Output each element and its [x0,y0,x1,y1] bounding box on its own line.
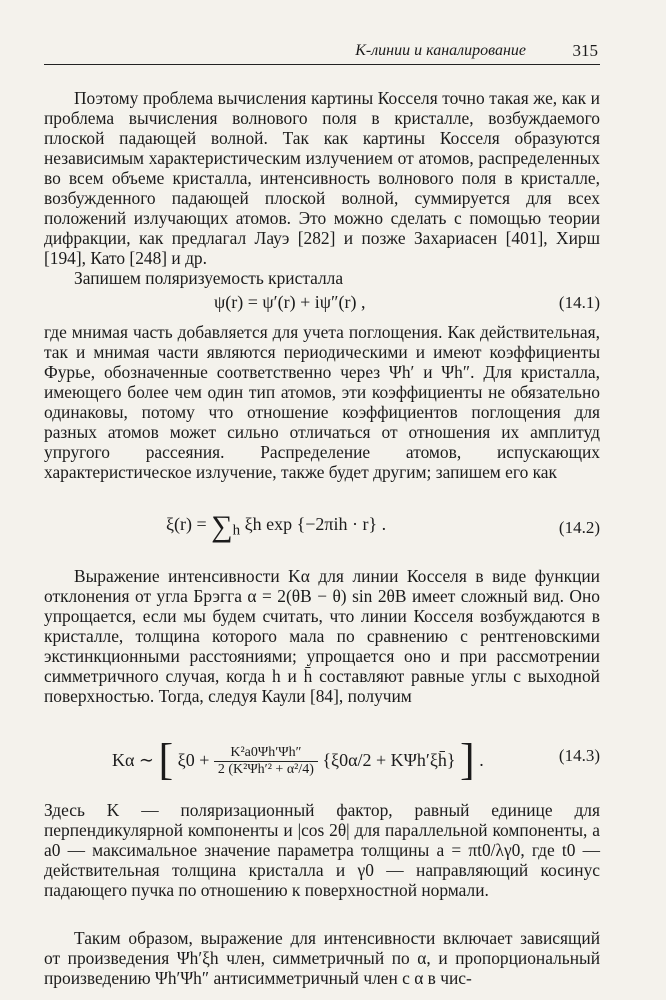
equation-14-2-lhs: ξ(r) = [166,514,207,534]
equation-14-3: Kα ∼ [ ξ0 + $\frac{\text{K²a0Ψh′Ψh″}}{\text{2 (K²Ψh′² + α²/4)}}$ {ξ0α/2 + KΨh′ξh̄} ] . (14.3) [112,735,600,784]
running-title: K-линии и каналирование [355,42,526,59]
paragraph-4: Выражение интенсивности Kα для линии Косселя в виде функции отклонения от угла Брэгга α = 2(θB − θ) sin 2θB имеет сложный вид. Оно упрощается, если мы будем считать, что линии Косселя возбуждаются в кристалле, толщина которого мала по сравнению с рентгеновскими экстинкционными расстояниями; упрощается оно и при рассмотрении симметричного случая, когда h и h̄ составляют равные углы с выходной поверхностью. Тогда, следуя Каули [84], получим [44,566,600,706]
equation-14-3-term1: ξ0 + [177,750,210,770]
equation-14-1-number: (14.1) [558,293,600,312]
paragraph-2: Запишем поляризуемость кристалла [74,268,344,288]
equation-14-1-body: ψ(r) = ψ′(r) + iψ″(r) , [214,292,366,312]
equation-14-2 [44,504,600,556]
summation-symbol: ∑ [211,510,233,543]
equation-14-3-number: (14.3) [558,746,600,765]
equation-14-1 [44,286,600,320]
fraction-denominator: 2 (K²Ψh′² + α²/4) [217,762,314,778]
summation-index: h [232,522,241,539]
paragraph-5: Здесь K — поляризационный фактор, равный единице для перпендикулярной компоненты и |cos 2θ| для параллельной компоненты, a a0 — максимальное значение параметра толщины a = πt0/λγ0, где t0 — действительная толщина кристалла и γ0 — направляющий косинус падающего пучка по отношению к поверхностной нормали. [44,800,600,900]
fraction-numerator: K²a0Ψh′Ψh″ [214,745,318,762]
page-number: 315 [572,41,598,60]
paragraph-1: Поэтому проблема вычисления картины Косселя точно такая же, как и проблема вычисления волнового поля в кристалле, возбуждаемого плоской падающей волной. Так как картины Косселя образуются независимым характеристическим излучением от атомов, распределенных во всем объеме кристалла, интенсивность волнового поля в кристалле, возбужденного падающей плоской волной, суммируется для всех положений излучающих атомов. Это можно сделать с помощью теории дифракции, как предлагал Лауэ [282] и позже Захариасен [401], Хирш [194], Като [248] и др. [44,88,600,268]
equation-14-3-tail: {ξ0α/2 + KΨh′ξh̄} [322,750,456,770]
equation-14-2-rhs: ξh exp {−2πih · r} . [244,514,387,534]
paragraph-3: где мнимая часть добавляется для учета поглощения. Как действительная, так и мнимая части являются периодическими и имеют коэффициенты Фурье, обозначенные соответственно через Ψh′ и Ψh″. Для кристалла, имеющего более чем один тип атомов, эти коэффициенты не обязательно одинаковы, потому что отношение коэффициентов поглощения для разных атомов может сильно отличаться от отношения их амплитуд упругого рассеяния. Распределение атомов, испускающих характеристическое излучение, также будет другим; запишем его как [44,322,600,482]
equation-14-3-fraction [214,745,318,778]
right-bracket: ] [460,735,475,784]
equation-14-2-number: (14.2) [558,518,600,537]
page-header [44,38,600,65]
paragraph-6: Таким образом, выражение для интенсивности включает зависящий от произведения Ψh′ξh член, симметричный по α, и пропорциональный произведению Ψh′Ψh″ антисимметричный член с α в чис- [44,928,600,988]
left-bracket: [ [158,735,174,784]
equation-14-3-lhs: Kα ∼ [112,750,155,770]
